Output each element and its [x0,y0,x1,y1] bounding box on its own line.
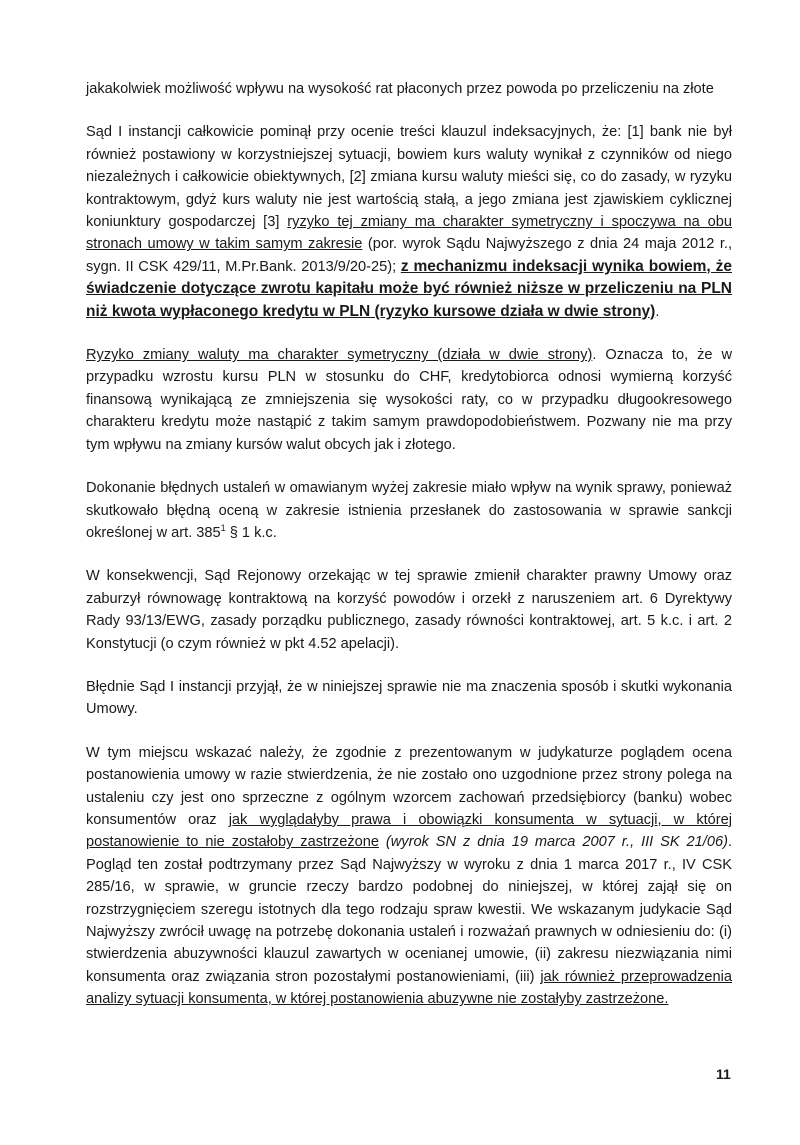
text-segment: . [655,303,660,320]
text-segment: . Pogląd ten został podtrzymany przez Sąd Najwyższy w wyroku z dnia 1 marca 2017 r., IV CSK 285/16, w sprawie, w gruncie rzeczy bardzo podobnej do niniejszej, w której zajął się on rozstrzygnięciem szeregu istotnych dla tego rodzaju spraw kwestii. We wskazanym judykacie Sąd Najwyższy zwrócił uwagę na potrzebę dokonania ustaleń i rozważań prawnych w odniesieniu do: (i) stwierdzenia abuzywności klauzul zawartych w ocenianej umowie, (ii) zakresu niezwiązania nimi konsumenta oraz związania stron pozostałymi postanowieniami, (iii) [86,834,732,985]
paragraph-p4 [86,565,732,655]
text-segment: jak wyglądałyby prawa i obowiązki konsumenta w sytuacji, w której postanowienie to nie zostałoby zastrzeżone [86,811,733,851]
text-segment: z mechanizmu indeksacji wynika bowiem, że świadczenie dotyczące zwrotu kapitału może być również niższe w przeliczeniu na PLN niż kwota wypłaconego kredytu w PLN (ryzyko kursowe działa w dwie strony) [86,257,732,320]
text-segment: Sąd I instancji całkowicie pominął przy ocenie treści klauzul indeksacyjnych, że: [1] bank nie był również postawiony w korzystniejszej sytuacji, bowiem kurs waluty wynikał z czynników od niego niezależnych i całkowicie obiektywnych, [2] zmiana kursu waluty mieści się, co do zasady, w ryzyku kontraktowym, gdyż kurs waluty nie jest wartością stałą, a jego zmiana jest zjawiskiem cyklicznej koniunktury gospodarczej [3] [86,124,732,231]
paragraph-p2 [86,344,732,456]
text-segment: (por. wyrok Sądu Najwyższego z dnia 24 maja 2012 r., sygn. II CSK 429/11, M.Pr.Bank. 2013/9/20-25); [86,236,733,275]
paragraph-p5 [86,676,732,721]
text-segment: § 1 k.c. [225,524,277,541]
paragraph-p0 [86,78,732,100]
text-segment: (wyrok SN z dnia 19 marca 2007 r., III SK 21/06) [385,834,728,851]
page-number: 11 [716,1066,731,1082]
text-segment: jak również przeprowadzenia analizy sytuacji konsumenta, w której postanowienia abuzywne nie zostałyby zastrzeżone. [86,968,733,1008]
document-body [86,78,732,1011]
text-segment: W konsekwencji, Sąd Rejonowy orzekając w tej sprawie zmienił charakter prawny Umowy oraz zaburzył równowagę kontraktową na korzyść powodów i orzekł z naruszeniem art. 6 Dyrektywy Rady 93/13/EWG, zasady porządku publicznego, zasady równości kontraktowej, art. 5 k.c. i art. 2 Konstytucji (o czym również w pkt 4.52 apelacji). [86,568,732,652]
superscript: 1 [220,523,226,534]
paragraph-p3 [86,477,732,544]
text-segment: Ryzyko zmiany waluty ma charakter symetryczny (działa w dwie strony) [86,347,593,364]
text-segment [379,834,386,850]
text-segment: Błędnie Sąd I instancji przyjął, że w niniejszej sprawie nie ma znaczenia sposób i skutki wykonania Umowy. [86,678,732,718]
text-segment: jakakolwiek możliwość wpływu na wysokość rat płaconych przez powoda po przeliczeniu na złote [86,81,714,97]
text-segment: W tym miejscu wskazać należy, że zgodnie z prezentowanym w judykaturze poglądem ocena postanowienia umowy w razie stwierdzenia, że nie zostało ono uzgodnione przez strony polega na ustaleniu czy jest ono sprzeczne z ogólnym wzorcem zachowań przedsiębiorcy (banku) wobec konsumentów oraz [86,744,732,828]
text-segment: Dokonanie błędnych ustaleń w omawianym wyżej zakresie miało wpływ na wynik sprawy, ponieważ skutkowało błędną oceną w zakresie istnienia przesłanek do zastosowania w sprawie sankcji określonej w art. 385 [86,480,732,541]
text-segment: . Oznacza to, że w przypadku wzrostu kursu PLN w stosunku do CHF, kredytobiorca odnosi wymierną korzyść finansową wynikającą ze zmniejszenia się wysokości raty, co w przypadku długookresowego charakteru kredytu może nastąpić z takim samym prawdopodobieństwem. Pozwany nie ma przy tym wpływu na zmiany kursów walut obcych jak i złotego. [86,347,732,453]
paragraph-p6 [86,742,732,1011]
paragraph-p1 [86,121,732,323]
text-segment: ryzyko tej zmiany ma charakter symetryczny i spoczywa na obu stronach umowy w takim samym zakresie [86,214,733,253]
